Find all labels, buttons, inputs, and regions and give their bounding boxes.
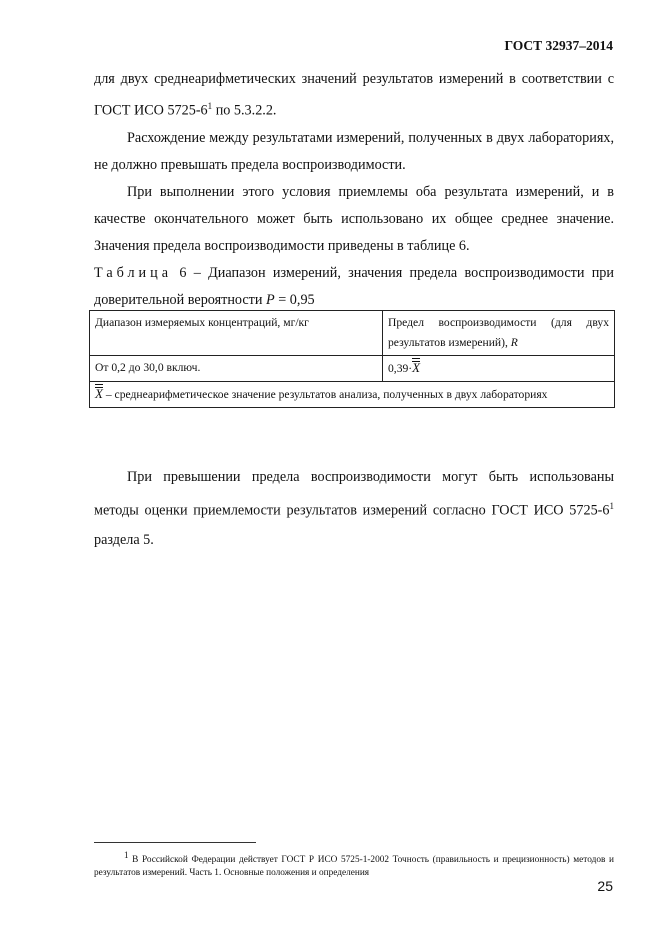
body-text bbox=[94, 66, 614, 314]
table-cell-range: От 0,2 до 30,0 включ. bbox=[90, 356, 383, 382]
table-header-row bbox=[90, 311, 615, 356]
table-caption: Таблица 6 – Диапазон измерений, значения предела воспроизводимости при доверительной вероятности P = 0,95 bbox=[94, 264, 614, 308]
table-note-row bbox=[90, 382, 615, 408]
paragraph-2: Расхождение между результатами измерений, полученных в двух лабораториях, не должно превышать предела воспроизводимости. bbox=[94, 129, 614, 173]
paragraph-3: При выполнении этого условия приемлемы оба результата измерений, и в качестве окончательного может быть использовано их общее среднее значение. Значения предела воспроизводимости приведены в таблице 6. bbox=[94, 183, 614, 254]
document-header: ГОСТ 32937–2014 bbox=[504, 38, 613, 53]
x-double-bar-symbol: X bbox=[95, 386, 103, 401]
paragraph-after-table: При превышении предела воспроизводимости могут быть использованы методы оценки приемлемости результатов измерений согласно ГОСТ ИСО $5725-6^1$ раздела 5. bbox=[94, 469, 614, 548]
reproducibility-table bbox=[89, 310, 615, 408]
footnote: $^1$ В Российской Федерации действует ГОСТ Р ИСО 5725-1-2002 Точность (правильность и прецизионность) методов и результатов измерений. Часть 1. Основные положения и определения bbox=[94, 850, 614, 879]
paragraph-1: для двух среднеарифметических значений результатов измерений в соответствии с ГОСТ ИСО $5725-6^1$ по 5.3.2.2. bbox=[94, 71, 614, 119]
page-number: 25 bbox=[597, 878, 613, 894]
table-cell-limit: 0,39· X bbox=[383, 356, 615, 382]
table-header-limit: Предел воспроизводимости (для двух результатов измерений), R bbox=[383, 311, 615, 356]
table-row bbox=[90, 356, 615, 382]
footnote-divider bbox=[94, 842, 256, 843]
x-double-bar-symbol: X bbox=[412, 360, 421, 375]
table-note: X – среднеарифметическое значение результатов анализа, полученных в двух лабораториях bbox=[90, 382, 615, 408]
table-header-range: Диапазон измеряемых концентраций, мг/кг bbox=[90, 311, 383, 356]
